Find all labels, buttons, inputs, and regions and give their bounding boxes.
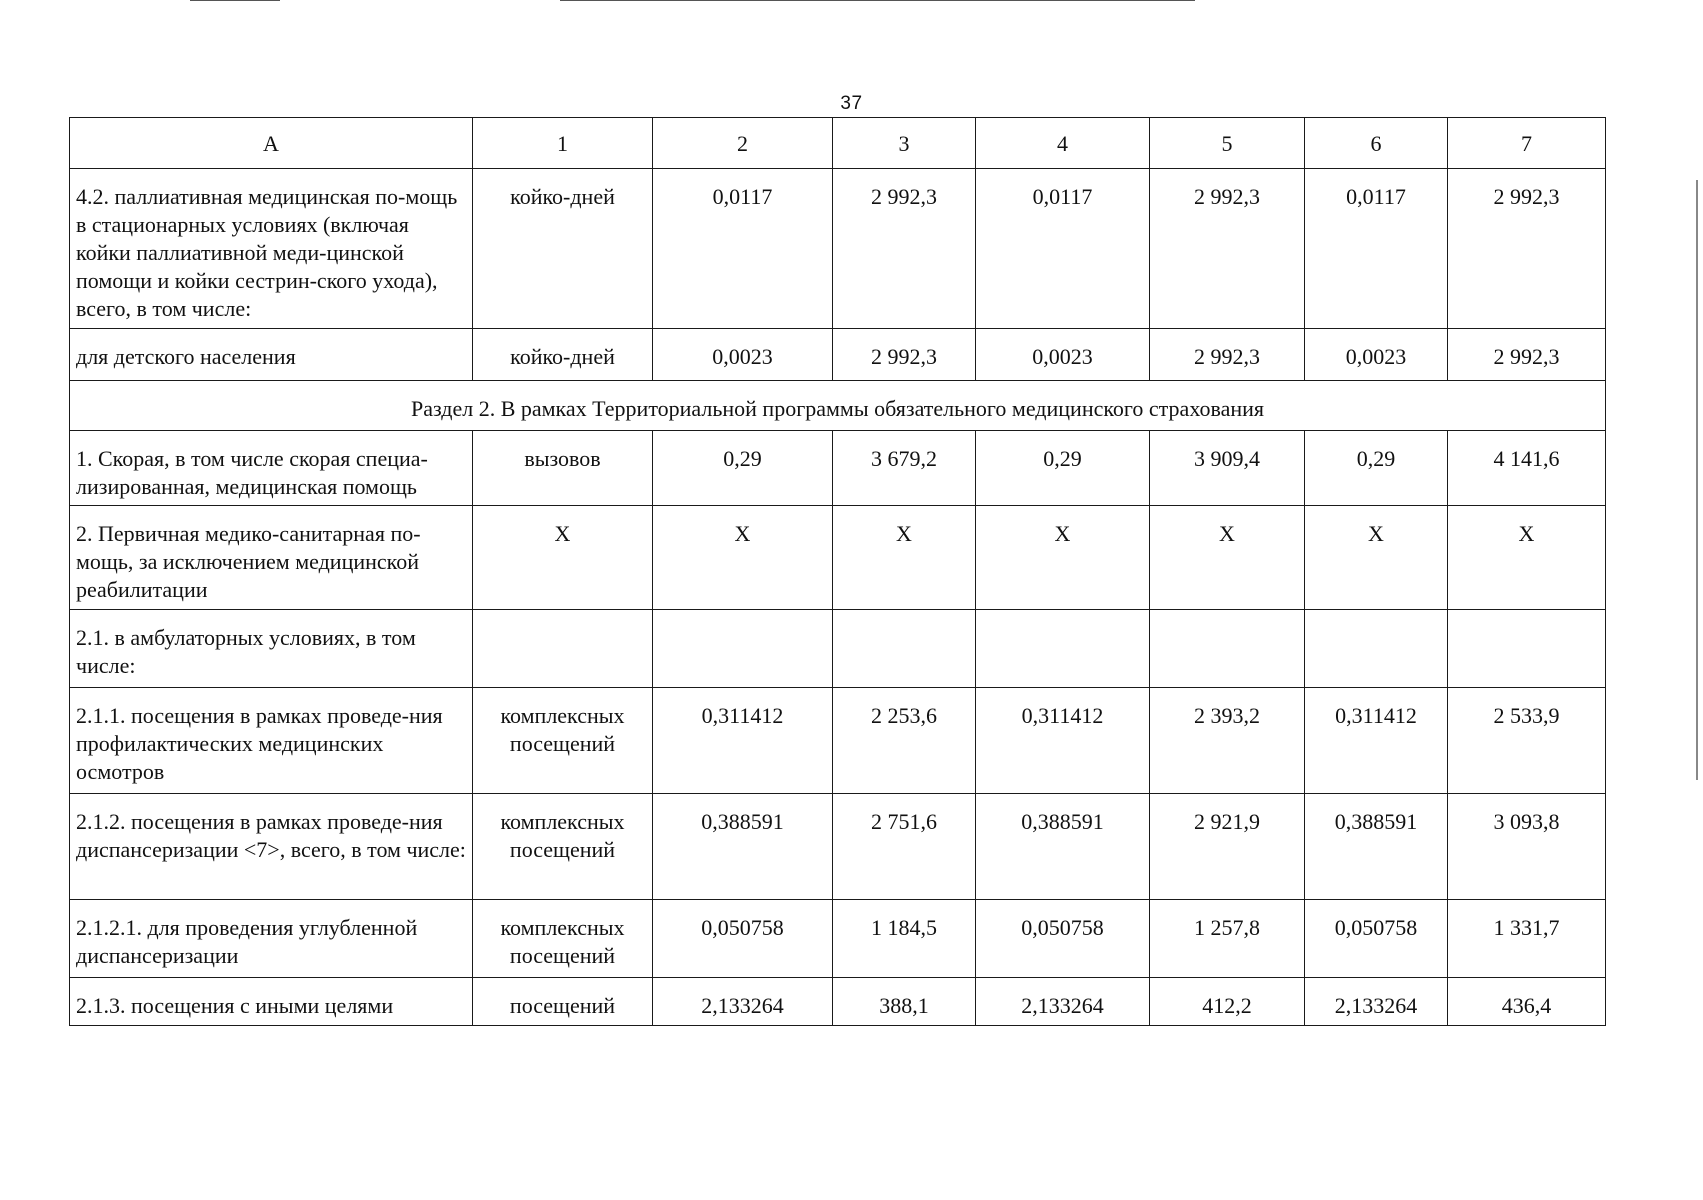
- header-cell-3: 3: [833, 118, 976, 169]
- value-cell-col-6: [1305, 610, 1448, 688]
- unit-cell: X: [473, 506, 653, 610]
- row-name-cell: 2. Первичная медико-санитарная по-мощь, за исключением медицинской реабилитации: [70, 506, 473, 610]
- value-cell-col-5: X: [1150, 506, 1305, 610]
- row-name-cell: 2.1.2. посещения в рамках проведе-ния диспансеризации <7>, всего, в том числе:: [70, 794, 473, 900]
- row-name-cell: 1. Скорая, в том числе скорая специа-лизированная, медицинская помощь: [70, 431, 473, 506]
- value-cell-col-4: 0,0117: [976, 169, 1150, 329]
- scan-line-right: [1696, 180, 1698, 780]
- value-cell-col-5: 2 992,3: [1150, 329, 1305, 381]
- budget-table: [69, 117, 1606, 1026]
- value-cell-col-7: [1448, 610, 1606, 688]
- header-cell-5: 5: [1150, 118, 1305, 169]
- value-cell-col-2: [653, 610, 833, 688]
- value-cell-col-4: 0,0023: [976, 329, 1150, 381]
- value-cell-col-3: 1 184,5: [833, 900, 976, 978]
- value-cell-col-5: 3 909,4: [1150, 431, 1305, 506]
- value-cell-col-3: 3 679,2: [833, 431, 976, 506]
- unit-cell: комплексных посещений: [473, 688, 653, 794]
- table-row: [70, 169, 1606, 329]
- table-row: [70, 329, 1606, 381]
- value-cell-col-5: [1150, 610, 1305, 688]
- value-cell-col-6: 0,388591: [1305, 794, 1448, 900]
- header-cell-1: 1: [473, 118, 653, 169]
- value-cell-col-2: 2,133264: [653, 978, 833, 1026]
- unit-cell: комплексных посещений: [473, 794, 653, 900]
- value-cell-col-2: X: [653, 506, 833, 610]
- row-name-cell: 2.1.2.1. для проведения углубленной диспансеризации: [70, 900, 473, 978]
- scan-line-top-right: [560, 0, 1195, 1]
- value-cell-col-3: 2 992,3: [833, 169, 976, 329]
- table-row: [70, 610, 1606, 688]
- row-name-cell: 2.1. в амбулаторных условиях, в том числе:: [70, 610, 473, 688]
- value-cell-col-5: 2 393,2: [1150, 688, 1305, 794]
- table-body: [70, 118, 1606, 1026]
- value-cell-col-5: 2 992,3: [1150, 169, 1305, 329]
- value-cell-col-4: 0,311412: [976, 688, 1150, 794]
- value-cell-col-2: 0,0117: [653, 169, 833, 329]
- header-cell-6: 6: [1305, 118, 1448, 169]
- value-cell-col-3: 2 992,3: [833, 329, 976, 381]
- unit-cell: койко-дней: [473, 169, 653, 329]
- value-cell-col-7: 2 992,3: [1448, 329, 1606, 381]
- value-cell-col-6: 2,133264: [1305, 978, 1448, 1026]
- header-cell-a: A: [70, 118, 473, 169]
- value-cell-col-6: 0,050758: [1305, 900, 1448, 978]
- header-cell-4: 4: [976, 118, 1150, 169]
- scan-line-top-left: [190, 0, 280, 1]
- value-cell-col-4: 0,050758: [976, 900, 1150, 978]
- header-cell-2: 2: [653, 118, 833, 169]
- table-row: [70, 688, 1606, 794]
- value-cell-col-6: 0,311412: [1305, 688, 1448, 794]
- section-title: Раздел 2. В рамках Территориальной программы обязательного медицинского страхования: [70, 381, 1606, 431]
- value-cell-col-2: 0,29: [653, 431, 833, 506]
- table-row: [70, 978, 1606, 1026]
- value-cell-col-2: 0,0023: [653, 329, 833, 381]
- value-cell-col-3: 2 751,6: [833, 794, 976, 900]
- section-row: [70, 381, 1606, 431]
- value-cell-col-6: X: [1305, 506, 1448, 610]
- unit-cell: койко-дней: [473, 329, 653, 381]
- table-row: [70, 506, 1606, 610]
- row-name-cell: 2.1.1. посещения в рамках проведе-ния профилактических медицинских осмотров: [70, 688, 473, 794]
- value-cell-col-7: 2 992,3: [1448, 169, 1606, 329]
- table-row: [70, 900, 1606, 978]
- value-cell-col-5: 412,2: [1150, 978, 1305, 1026]
- value-cell-col-5: 2 921,9: [1150, 794, 1305, 900]
- row-name-cell: 4.2. паллиативная медицинская по-мощь в стационарных условиях (включая койки паллиативной меди-цинской помощи и койки сестрин-ского ухода), всего, в том числе:: [70, 169, 473, 329]
- unit-cell: комплексных посещений: [473, 900, 653, 978]
- value-cell-col-7: 2 533,9: [1448, 688, 1606, 794]
- value-cell-col-6: 0,29: [1305, 431, 1448, 506]
- table-header-row: [70, 118, 1606, 169]
- value-cell-col-2: 0,050758: [653, 900, 833, 978]
- value-cell-col-4: X: [976, 506, 1150, 610]
- value-cell-col-5: 1 257,8: [1150, 900, 1305, 978]
- unit-cell: посещений: [473, 978, 653, 1026]
- header-cell-7: 7: [1448, 118, 1606, 169]
- row-name-cell: для детского населения: [70, 329, 473, 381]
- value-cell-col-7: 436,4: [1448, 978, 1606, 1026]
- row-name-cell: 2.1.3. посещения с иными целями: [70, 978, 473, 1026]
- page-number: 37: [840, 93, 863, 114]
- value-cell-col-4: 0,388591: [976, 794, 1150, 900]
- table-row: [70, 431, 1606, 506]
- value-cell-col-7: 4 141,6: [1448, 431, 1606, 506]
- value-cell-col-3: 388,1: [833, 978, 976, 1026]
- value-cell-col-6: 0,0023: [1305, 329, 1448, 381]
- value-cell-col-6: 0,0117: [1305, 169, 1448, 329]
- value-cell-col-3: X: [833, 506, 976, 610]
- table-row: [70, 794, 1606, 900]
- value-cell-col-3: [833, 610, 976, 688]
- value-cell-col-7: 3 093,8: [1448, 794, 1606, 900]
- value-cell-col-2: 0,311412: [653, 688, 833, 794]
- unit-cell: [473, 610, 653, 688]
- unit-cell: вызовов: [473, 431, 653, 506]
- value-cell-col-2: 0,388591: [653, 794, 833, 900]
- value-cell-col-4: 0,29: [976, 431, 1150, 506]
- value-cell-col-7: 1 331,7: [1448, 900, 1606, 978]
- value-cell-col-4: [976, 610, 1150, 688]
- value-cell-col-4: 2,133264: [976, 978, 1150, 1026]
- value-cell-col-3: 2 253,6: [833, 688, 976, 794]
- value-cell-col-7: X: [1448, 506, 1606, 610]
